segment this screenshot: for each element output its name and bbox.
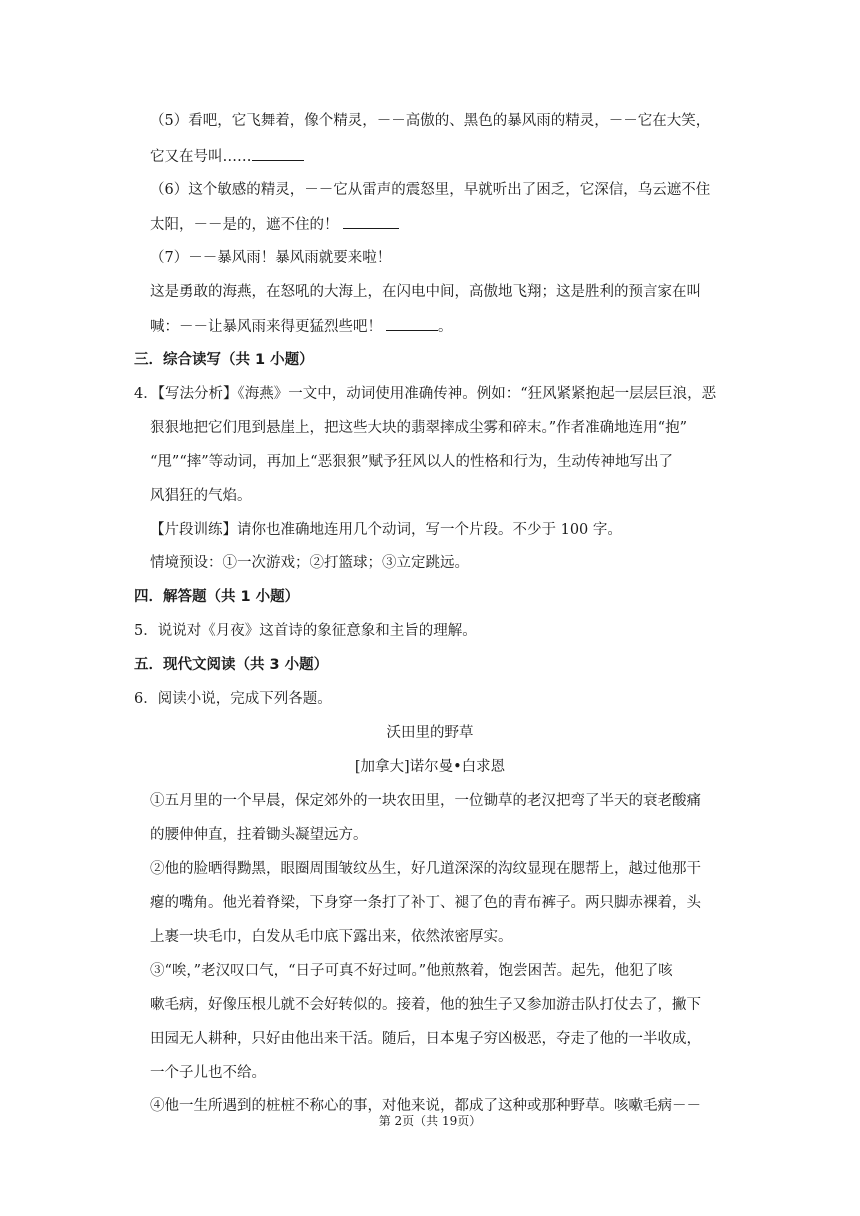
- paragraph-2-line2: 瘪的嘴角。他光着脊梁，下身穿一条打了补丁、褪了色的青布裤子。两只脚赤裸着，头: [150, 895, 701, 911]
- q-item-5-line1: （5）看吧，它飞舞着，像个精灵，－－高傲的、黑色的暴风雨的精灵，－－它在大笑，: [150, 113, 711, 129]
- q-item-7-line3: [150, 316, 453, 337]
- q-item-5-line2: [150, 146, 304, 167]
- story-title: 沃田里的野草: [386, 725, 474, 741]
- paragraph-2-line3: 上裹一块毛巾，白发从毛巾底下露出来，依然浓密厚实。: [150, 929, 513, 945]
- answer-blank[interactable]: [252, 146, 304, 161]
- q4-line3: “甩”“摔”等动词，再加上“恶狠狠”赋予狂风以人的性格和行为，生动传神地写出了: [150, 454, 673, 470]
- paragraph-1-line1: ①五月里的一个早晨，保定郊外的一块农田里，一位锄草的老汉把弯了半天的衰老酸痛: [150, 793, 701, 809]
- story-author: [加拿大]诺尔曼•白求恩: [354, 759, 506, 775]
- paragraph-2-line1: ②他的脸晒得黝黑，眼圈周围皱纹丛生，好几道深深的沟纹显现在腮帮上，越过他那干: [150, 861, 701, 877]
- paragraph-3-line4: 一个子儿也不给。: [150, 1065, 266, 1081]
- paragraph-3-line1: ③“唉，”老汉叹口气，“日子可真不好过呵。”他煎熬着，饱尝困苦。起先，他犯了咳: [150, 963, 673, 979]
- q-item-7-line1: （7）－－暴风雨！暴风雨就要来啦！: [150, 250, 392, 266]
- q-item-6-line1: （6）这个敏感的精灵，－－它从雷声的震怒里，早就听出了困乏，它深信，乌云遮不住: [150, 182, 711, 198]
- section-5-heading: 五．现代文阅读（共 3 小题）: [134, 657, 329, 673]
- q6-text: 6．阅读小说，完成下列各题。: [134, 691, 332, 707]
- paragraph-4-line1: ④他一生所遇到的桩桩不称心的事，对他来说，都成了这种或那种野草。咳嗽毛病－－: [150, 1098, 701, 1114]
- q4-line6: 情境预设：①一次游戏；②打篮球；③立定跳远。: [150, 555, 469, 571]
- q4-line5: 【片段训练】请你也准确地连用几个动词，写一个片段。不少于 100 字。: [150, 522, 622, 538]
- answer-blank[interactable]: [386, 316, 438, 331]
- q-item-7-text: 喊：－－让暴风雨来得更猛烈些吧！: [150, 319, 382, 335]
- q-item-7-end: 。: [438, 319, 453, 335]
- answer-blank[interactable]: [343, 214, 399, 229]
- section-4-heading: 四．解答题（共 1 小题）: [134, 589, 300, 605]
- paragraph-3-line2: 嗽毛病，好像压根儿就不会好转似的。接着，他的独生子又参加游击队打仗去了，撇下: [150, 997, 701, 1013]
- q5-text: 5．说说对《月夜》这首诗的象征意象和主旨的理解。: [134, 623, 477, 639]
- section-3-heading: 三．综合读写（共 1 小题）: [134, 352, 314, 368]
- q4-line2: 狠狠地把它们甩到悬崖上，把这些大块的翡翠摔成尘雾和碎末。”作者准确地连用“抱”: [150, 420, 687, 436]
- q-item-6-text: 太阳，－－是的，遮不住的！: [150, 217, 339, 233]
- q-item-7-line2: 这是勇敢的海燕，在怒吼的大海上，在闪电中间，高傲地飞翔；这是胜利的预言家在叫: [150, 284, 701, 300]
- page-footer: 第 2页（共 19页）: [378, 1114, 482, 1128]
- q4-line4: 风猖狂的气焰。: [150, 488, 252, 504]
- paragraph-3-line3: 田园无人耕种，只好由他出来干活。随后，日本鬼子穷凶极恶，夺走了他的一半收成，: [150, 1031, 701, 1047]
- q4-line1: 4．【写法分析】《海燕》一文中，动词使用准确传神。例如：“狂风紧紧抱起一层层巨浪，恶: [134, 386, 717, 402]
- q-item-6-line2: [150, 214, 399, 235]
- paragraph-1-line2: 的腰伸伸直，拄着锄头凝望远方。: [150, 827, 368, 843]
- q-item-5-text: 它又在号叫……: [150, 149, 252, 165]
